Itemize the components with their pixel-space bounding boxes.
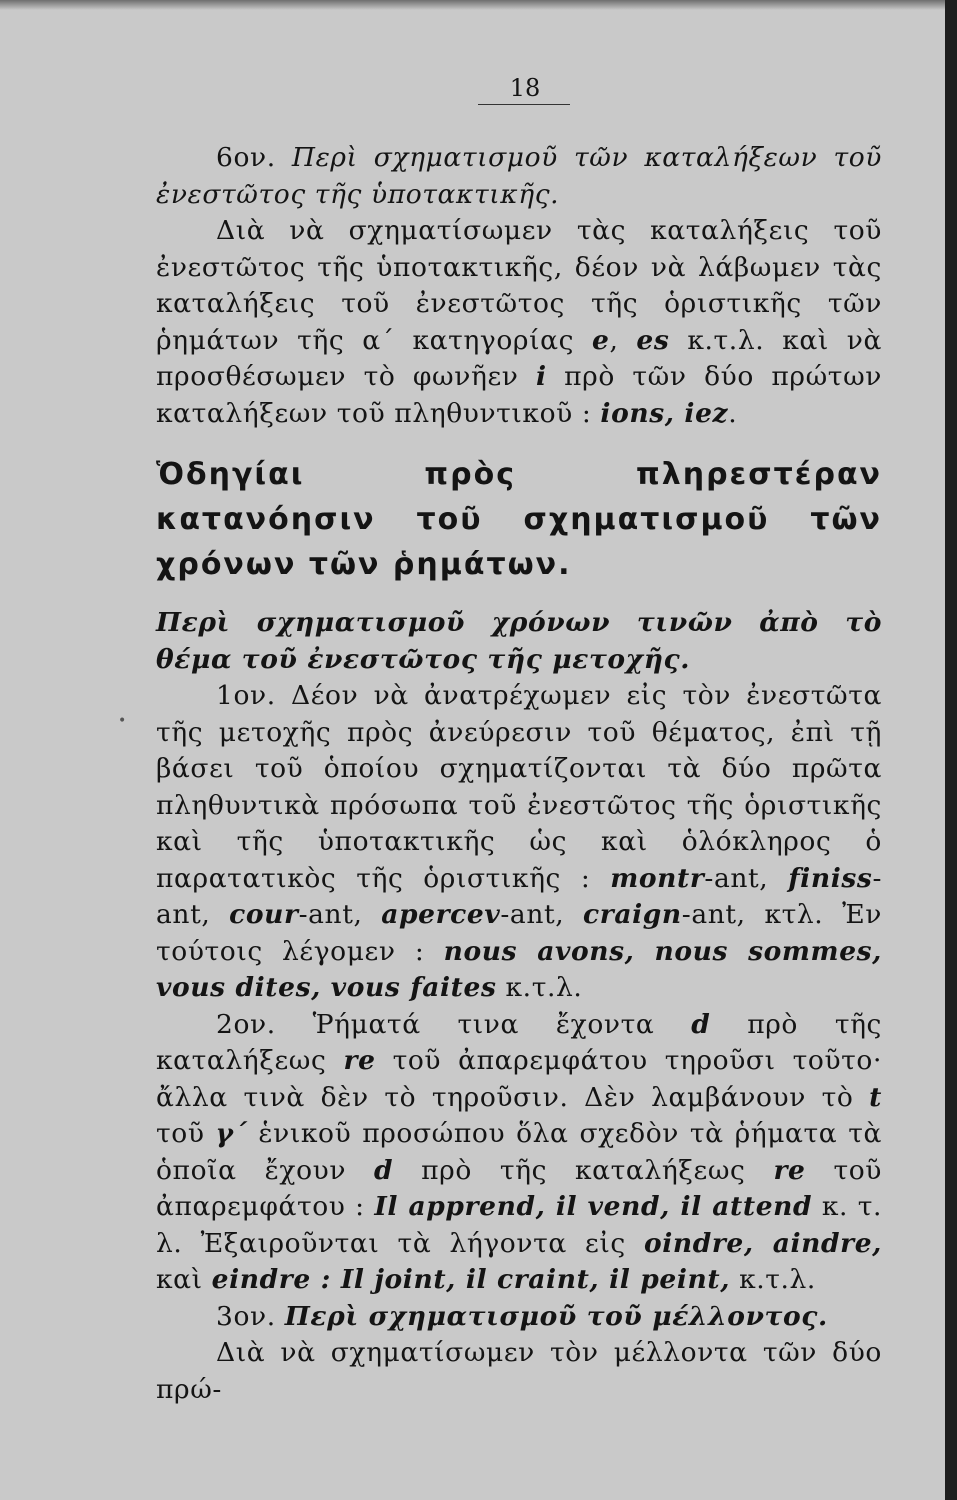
text-run: τοῦ ἀπαρεμφάτου τηροῦσι τοῦτο· ἄλλα τινὰ δὲν τὸ τηροῦσιν. Δὲν λαμβάνουν τὸ bbox=[156, 1045, 882, 1113]
french-stem: craign bbox=[583, 899, 682, 930]
french-letter: d bbox=[691, 1008, 711, 1040]
text-run: πρὸ τῆς καταλήξεως bbox=[393, 1154, 774, 1186]
item-3-title bbox=[156, 1299, 882, 1336]
item-number: 1ον. bbox=[216, 680, 276, 711]
text-run: ἑνικοῦ προσώπου ὅλα σχεδὸν τὰ ῥήματα τὰ ὁποῖα ἔχουν bbox=[156, 1118, 882, 1186]
french-letter: i bbox=[535, 361, 547, 392]
text-run: -ant, bbox=[500, 899, 584, 930]
text-run: πρὸ τῶν δύο πρώτων καταλήξεων τοῦ πληθυντικοῦ : bbox=[156, 361, 882, 429]
margin-mark: • bbox=[118, 713, 127, 729]
item-3-paragraph: Διὰ νὰ σχηματίσωμεν τὸν μέλλοντα τῶν δύο πρώ- bbox=[156, 1337, 882, 1405]
section-6-number: 6ον. bbox=[216, 142, 276, 173]
section-heading: Ὁδηγίαι πρὸς πληρεστέραν κατανόησιν τοῦ σχηματισμοῦ τῶν χρόνων τῶν ῥημάτων. bbox=[156, 457, 882, 582]
greek-ordinal: γ΄ bbox=[215, 1118, 248, 1149]
french-ending: es bbox=[636, 324, 670, 356]
text-run: κ. τ. λ. Ἐξαιροῦνται τὰ λήγοντα εἰς bbox=[156, 1191, 882, 1259]
item-number: 3ον. bbox=[216, 1300, 276, 1332]
french-endings: ions, iez bbox=[600, 397, 729, 429]
french-letter: t bbox=[869, 1081, 882, 1113]
french-example: eindre : Il joint, il craint, il peint, bbox=[211, 1264, 731, 1295]
french-letter: d bbox=[374, 1154, 394, 1186]
page-number: 18 bbox=[509, 74, 541, 102]
text-body bbox=[156, 140, 882, 1408]
text-run: κ.τ.λ. bbox=[730, 1264, 816, 1295]
text-run: καὶ bbox=[156, 1264, 212, 1295]
text-run: -ant, κτλ. Ἐν τούτοις λέγομεν : bbox=[156, 899, 882, 967]
text-run: . bbox=[728, 397, 738, 429]
item-2-paragraph bbox=[156, 1007, 882, 1299]
french-stem: montr bbox=[610, 862, 705, 894]
text-run: -ant, bbox=[298, 899, 382, 930]
french-ending: e bbox=[591, 324, 610, 356]
page-top-shadow bbox=[0, 0, 957, 10]
french-example: nous avons, nous sommes, vous dites, vous faites bbox=[156, 935, 882, 1003]
text-run: Ῥήματά τινα ἔχοντα bbox=[275, 1008, 692, 1040]
text-run: πρὸ τῆς καταλήξεως bbox=[156, 1008, 882, 1076]
french-ending: re bbox=[343, 1045, 376, 1076]
french-ending: re bbox=[773, 1154, 806, 1186]
item-1-paragraph bbox=[156, 678, 882, 1007]
text-run: τοῦ ἀπαρεμφάτου : bbox=[156, 1154, 882, 1222]
item-3-heading: Περὶ σχηματισμοῦ τοῦ μέλλοντος. bbox=[284, 1300, 828, 1332]
french-example: Il apprend, il vend, il attend bbox=[374, 1191, 813, 1222]
text-run: κ.τ.λ. bbox=[496, 972, 583, 1003]
text-run: κ.τ.λ. καὶ νὰ προσθέσωμεν τὸ φωνῆεν bbox=[156, 324, 882, 392]
text-run: Διὰ νὰ σχηματίσωμεν τὰς καταλήξεις τοῦ ἐνεστῶτος τῆς ὑποτακτικῆς, δέον νὰ λάβωμεν τὰς καταλήξεις τοῦ ἐνεστῶτος τῆς ὁριστικῆς τῶν ῥημάτων τῆς α΄ κατηγορίας bbox=[156, 215, 882, 356]
text-run: Δέον νὰ ἀνατρέχωμεν εἰς τὸν ἐνεστῶτα τῆς μετοχῆς πρὸς ἀνεύρεσιν τοῦ θέματος, ἐπὶ τῇ βάσει τοῦ ὁποίου σχηματίζονται τὰ δύο πρῶτα πληθυντικὰ πρόσωπα τοῦ ἐνεστῶτος τῆς ὁριστικῆς καὶ τῆς ὑποτακτικῆς ὡς καὶ ὁλόκληρος ὁ παρατατικὸς τῆς ὁριστικῆς : bbox=[156, 680, 882, 894]
scan-edge bbox=[945, 0, 957, 1500]
item-number: 2ον. bbox=[216, 1008, 276, 1040]
french-stem: cour bbox=[229, 899, 299, 930]
section-6-heading: Περὶ σχηματισμοῦ τῶν καταλήξεων τοῦ ἐνεστῶτος τῆς ὑποτακτικῆς. bbox=[156, 142, 883, 210]
page-number-rule bbox=[478, 104, 570, 105]
section-6-title bbox=[156, 140, 882, 213]
text-run: τοῦ bbox=[156, 1118, 216, 1149]
text-run: , bbox=[609, 324, 637, 356]
text-run: -ant, bbox=[704, 862, 789, 894]
french-endings: oindre, aindre, bbox=[643, 1227, 882, 1259]
french-stem: finiss bbox=[788, 862, 873, 894]
french-stem: apercev bbox=[381, 899, 501, 930]
text-run: -ant, bbox=[156, 862, 882, 930]
subheading: Περὶ σχηματισμοῦ χρόνων τινῶν ἀπὸ τὸ θέμα τοῦ ἐνεστῶτος τῆς μετοχῆς. bbox=[156, 607, 882, 675]
section-6-paragraph bbox=[156, 213, 882, 432]
